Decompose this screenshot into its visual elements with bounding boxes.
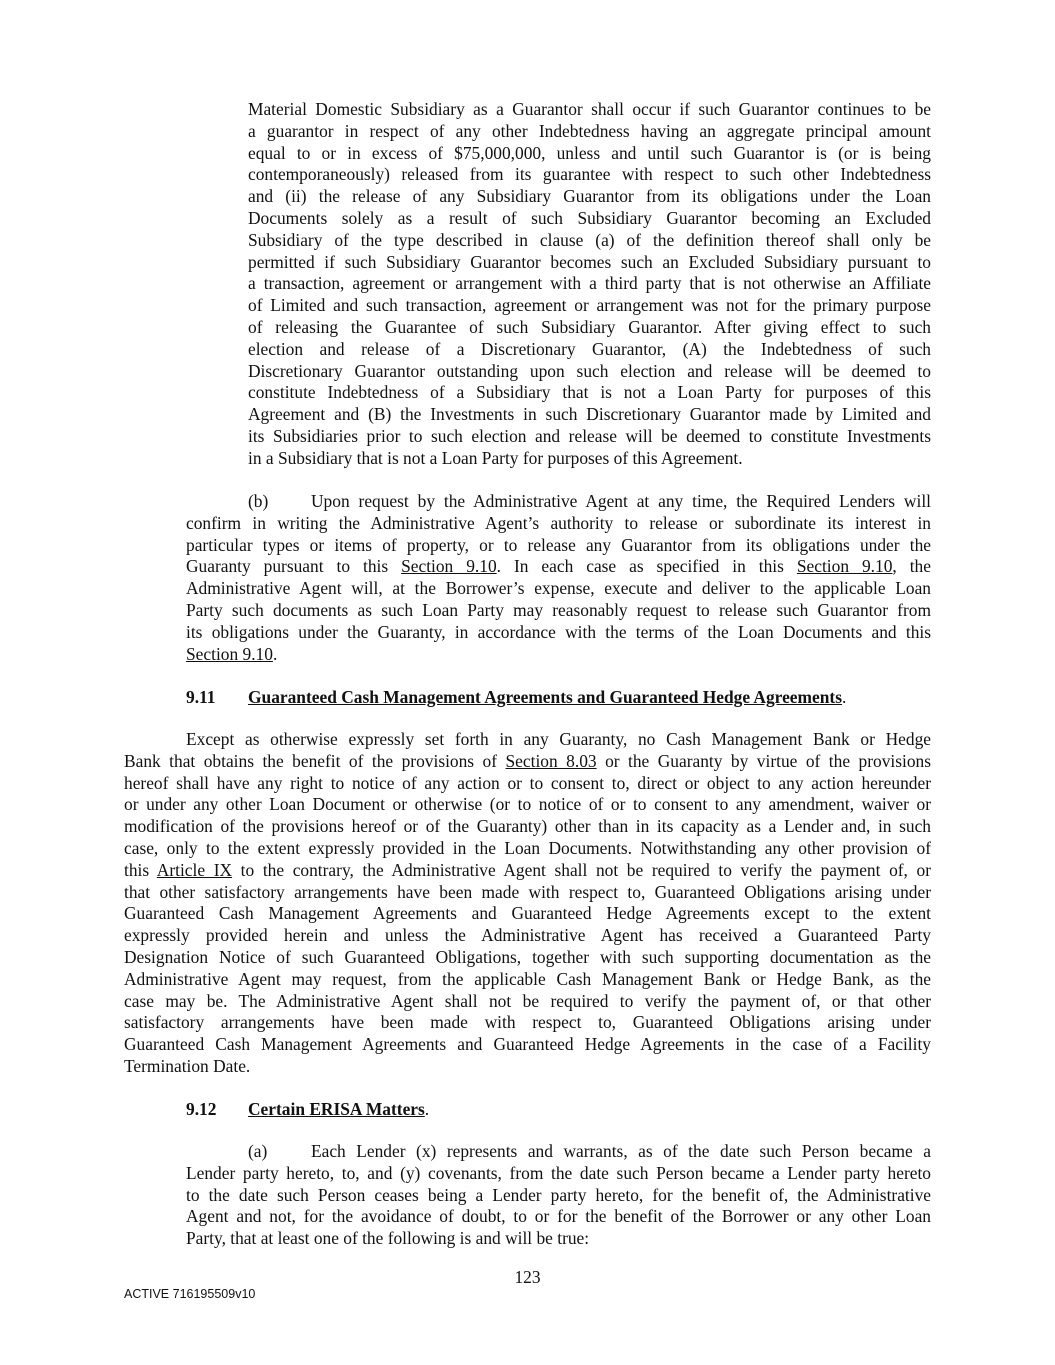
text-line: a guarantor in respect of any other Indebtedness having an aggregate principal amount (248, 120, 931, 141)
text-line: and (ii) the release of any Subsidiary Guarantor from its obligations under the Loan (248, 186, 931, 207)
section-title: Guaranteed Cash Management Agreements and Guaranteed Hedge Agreements (248, 687, 842, 707)
text-line: Administrative Agent may request, from the applicable Cash Management Bank or Hedge Bank, as the (124, 968, 931, 989)
text-line: of Limited and such transaction, agreement or arrangement was not for the primary purpose (248, 295, 931, 316)
text-line: Bank that obtains the benefit of the provisions of Section 8.03 or the Guaranty by virtue of the provisions (124, 750, 931, 771)
text-line: modification of the provisions hereof or of the Guaranty) other than in its capacity as a Lender and, in such (124, 816, 931, 837)
section-heading-9-12 (186, 1099, 429, 1121)
text-line: Section 9.10. (186, 643, 278, 664)
text-line: Guaranteed Cash Management Agreements and Guaranteed Hedge Agreements except to the extent (124, 903, 931, 924)
paragraph-guarantor-release-continued (248, 99, 931, 470)
paragraph-body (186, 491, 931, 665)
clause-label: (a) (248, 1141, 268, 1161)
text-line: Subsidiary of the type described in clause (a) of the definition thereof shall only be (248, 229, 931, 250)
text-line: its Subsidiaries prior to such election and release will be deemed to constitute Investments (248, 425, 931, 446)
text-line: particular types or items of property, or to release any Guarantor from its obligations under the (186, 534, 931, 555)
section-number: 9.12 (186, 1099, 217, 1119)
text-line: in a Subsidiary that is not a Loan Party for purposes of this Agreement. (248, 447, 743, 468)
text-line: case may be. The Administrative Agent shall not be required to verify the payment of, or that other (124, 990, 931, 1011)
section-title: Certain ERISA Matters (248, 1099, 425, 1119)
text-line: Agent and not, for the avoidance of doubt, to or for the benefit of the Borrower or any other Loan (186, 1206, 931, 1227)
cross-reference-link: Section 9.10 (186, 643, 273, 664)
text-line: Party, that at least one of the following is and will be true: (186, 1228, 590, 1249)
text-line: of releasing the Guarantee of such Subsidiary Guarantor. After giving effect to such (248, 316, 931, 337)
section-title-period: . (841, 687, 847, 707)
text-line: to the date such Person ceases being a Lender party hereto, for the benefit of, the Administrative (186, 1184, 931, 1205)
cross-reference-link: Section 9.10 (796, 556, 893, 577)
text-line: case, only to the extent expressly provided in the Loan Documents. Notwithstanding any other provision of (124, 837, 931, 858)
paragraph-b-release-confirmation (186, 491, 931, 665)
text-line: Termination Date. (124, 1055, 251, 1076)
text-line: election and release of a Discretionary Guarantor, (A) the Indebtedness of such (248, 338, 931, 359)
text-line: Party such documents as such Loan Party may reasonably request to release such Guarantor from (186, 599, 931, 620)
page-number: 123 (514, 1267, 541, 1287)
text-line: permitted if such Subsidiary Guarantor becomes such an Excluded Subsidiary pursuant to (248, 251, 931, 272)
text-line: confirm in writing the Administrative Agent’s authority to release or subordinate its interest in (186, 512, 931, 533)
text-line: constitute Indebtedness of a Subsidiary that is not a Loan Party for purposes of this (248, 382, 931, 403)
text-line: Guaranty pursuant to this Section 9.10. In each case as specified in this Section 9.10, the (186, 556, 931, 577)
text-line: Except as otherwise expressly set forth in any Guaranty, no Cash Management Bank or Hedge (186, 729, 931, 749)
text-line: Agreement and (B) the Investments in such Discretionary Guarantor made by Limited and (248, 404, 931, 425)
document-footer-id: ACTIVE 716195509v10 (124, 1287, 256, 1301)
paragraph-body (186, 1141, 931, 1250)
text-line: expressly provided herein and unless the Administrative Agent has received a Guaranteed Party (124, 925, 931, 946)
section-title-period: . (424, 1099, 430, 1119)
text-line: Upon request by the Administrative Agent at any time, the Required Lenders will (311, 491, 931, 511)
paragraph-cash-management-hedge (124, 729, 931, 1078)
text-line: that other satisfactory arrangements have been made with respect to, Guaranteed Obligations arising under (124, 881, 931, 902)
text-line: Each Lender (x) represents and warrants, as of the date such Person became a (311, 1141, 931, 1161)
text-line: hereof shall have any right to notice of any action or to consent to, direct or object to any action hereunder (124, 772, 931, 793)
text-line: a transaction, agreement or arrangement with a third party that is not otherwise an Affiliate (248, 273, 931, 294)
text-line: Administrative Agent will, at the Borrower’s expense, execute and deliver to the applicable Loan (186, 578, 931, 599)
text-line: Lender party hereto, to, and (y) covenants, from the date such Person became a Lender party hereto (186, 1162, 931, 1183)
text-line: equal to or in excess of $75,000,000, unless and until such Guarantor is (or is being (248, 142, 931, 163)
text-line: Documents solely as a result of such Subsidiary Guarantor becoming an Excluded (248, 207, 931, 228)
text-line: this Article IX to the contrary, the Administrative Agent shall not be required to verify the payment of, or (124, 859, 931, 880)
cross-reference-link: Article IX (156, 859, 233, 880)
section-heading-9-11 (186, 687, 846, 709)
text-line: satisfactory arrangements have been made with respect to, Guaranteed Obligations arising under (124, 1012, 931, 1033)
clause-label: (b) (248, 491, 269, 511)
text-line: Discretionary Guarantor outstanding upon such election and release will be deemed to (248, 360, 931, 381)
text-line: its obligations under the Guaranty, in accordance with the terms of the Loan Documents and this (186, 621, 931, 642)
section-number: 9.11 (186, 687, 216, 707)
paragraph-a-lender-representations (186, 1141, 931, 1250)
cross-reference-link: Section 8.03 (505, 750, 597, 771)
text-line: Designation Notice of such Guaranteed Obligations, together with such supporting documentation as the (124, 946, 931, 967)
text-line: Material Domestic Subsidiary as a Guarantor shall occur if such Guarantor continues to be (248, 99, 931, 119)
text-line: Guaranteed Cash Management Agreements and Guaranteed Hedge Agreements in the case of a Facility (124, 1034, 931, 1055)
text-line: or under any other Loan Document or otherwise (or to notice of or to consent to any amendment, waiver or (124, 794, 931, 815)
text-line: contemporaneously) released from its guarantee with respect to such other Indebtedness (248, 164, 931, 185)
cross-reference-link: Section 9.10 (401, 556, 497, 577)
